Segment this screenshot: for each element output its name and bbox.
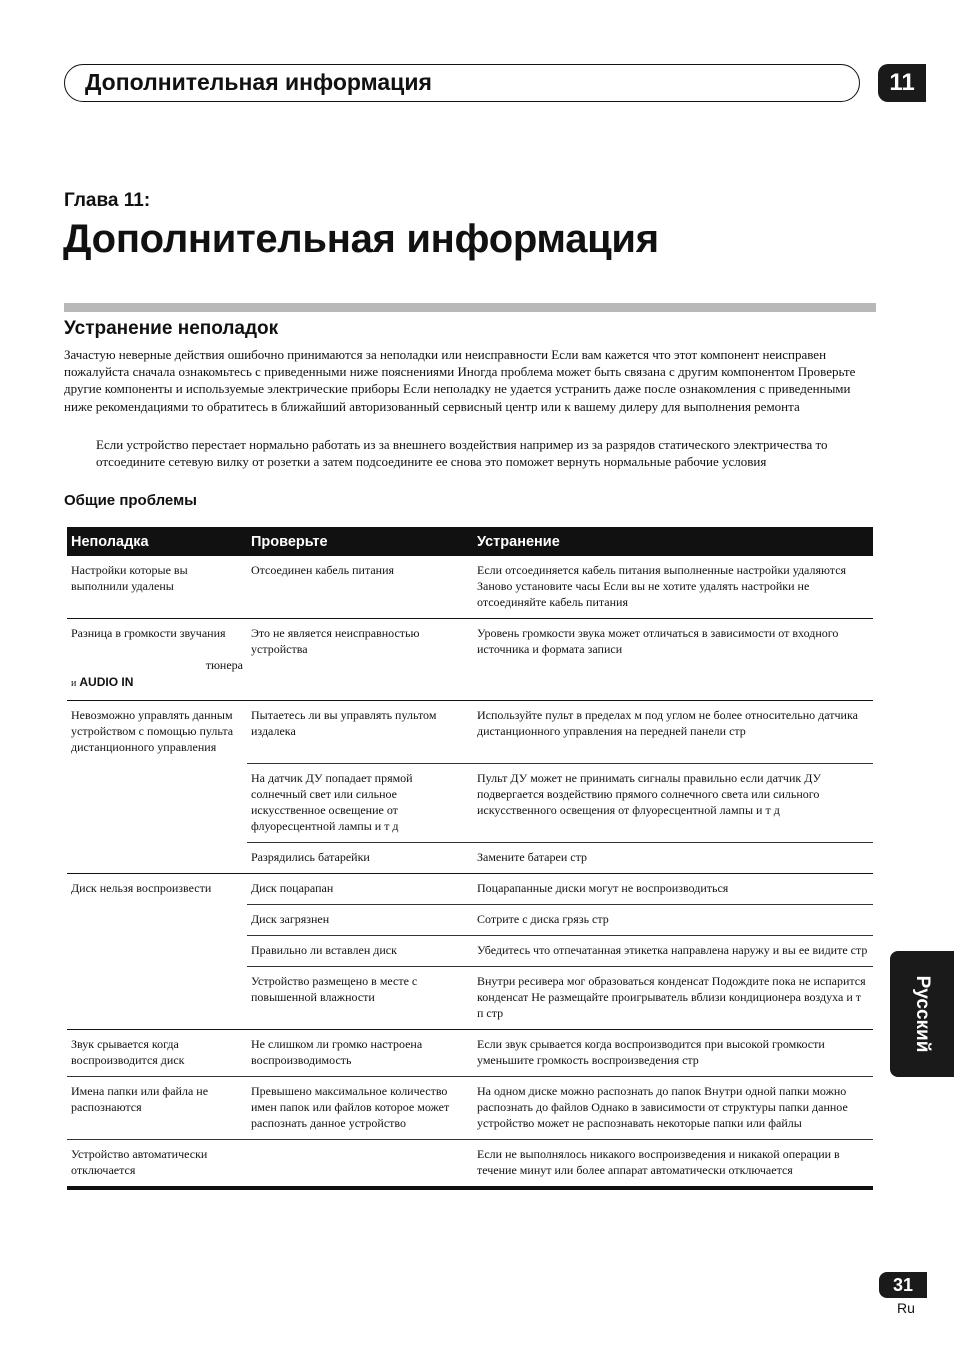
remedy-cell: Внутри ресивера мог образоваться конденсат Подождите пока не испарится конденсат Не размещайте проигрыватель вблизи кондиционера воздуха и т п стр: [473, 966, 873, 1029]
problem-cell: [67, 904, 247, 935]
problem-cell: Настройки которые вы выполнили удалены: [67, 556, 247, 619]
remedy-cell: Если отсоединяется кабель питания выполненные настройки удаляются Заново установите часы Если вы не хотите удалять настройки не отсоединяйте кабель питания: [473, 556, 873, 619]
table-row: [67, 556, 873, 619]
problem-cell: [67, 842, 247, 873]
problem-cell: [67, 763, 247, 842]
header-problem: Неполадка: [67, 527, 247, 556]
table-row: [67, 935, 873, 966]
intro-paragraph: Зачастую неверные действия ошибочно принимаются за неполадки или неисправности Если вам кажется что этот компонент неисправен пожалуйста сначала ознакомьтесь с приведенными ниже пояснениями Иногда проблема может быть связана с другим компонентом Проверьте другие компоненты и используемые электрические приборы Если неполадку не удается устранить даже после ознакомления с приведенными ниже рекомендациями то обратитесь в ближайший авторизованный сервисный центр или к вашему дилеру для выполнения ремонта: [64, 347, 856, 414]
section-divider: [64, 303, 876, 312]
remedy-cell: Если не выполнялось никакого воспроизведения и никакой операции в течение минут или более аппарат автоматически отключается: [473, 1139, 873, 1188]
check-cell: Правильно ли вставлен диск: [247, 935, 473, 966]
problem-cell: Диск нельзя воспроизвести: [71, 880, 212, 895]
table-row: [67, 701, 873, 764]
note-paragraph: Если устройство перестает нормально работать из за внешнего воздействия например из за разрядов статического электричества то отсоедините сетевую вилку от розетки а затем подсоедините ее снова это поможет вернуть нормальные рабочие условия: [96, 437, 828, 470]
check-cell: Диск поцарапан: [247, 873, 473, 904]
problem-text: Разница в громкости звучания: [71, 626, 226, 640]
header-check: Проверьте: [247, 527, 473, 556]
problem-cell: [67, 966, 247, 1029]
check-cell: Превышено максимальное количество имен папок или файлов которое может распознать данное устройство: [247, 1076, 473, 1139]
remedy-cell: На одном диске можно распознать до папок Внутри одной папки можно распознать до файлов Однако в зависимости от структуры папки данное устройство может не распознавать некоторые папки или файлы: [473, 1076, 873, 1139]
problem-cell: Звук срывается когда воспроизводится диск: [67, 1029, 247, 1076]
check-cell: Пытаетесь ли вы управлять пультом издалека: [247, 701, 473, 764]
remedy-cell: Сотрите с диска грязь стр: [473, 904, 873, 935]
chapter-label: Глава 11:: [64, 190, 151, 211]
table-row: [67, 873, 873, 904]
section-title: Устранение неполадок: [64, 318, 279, 339]
chapter-number-badge: 11: [878, 64, 926, 102]
check-cell: Не слишком ли громко настроена воспроизводимость: [247, 1029, 473, 1076]
chapter-title: Дополнительная информация: [63, 217, 659, 261]
check-cell: Это не является неисправностью устройства: [247, 619, 473, 701]
problem-text-tuner: тюнера: [205, 658, 243, 672]
header-title: Дополнительная информация: [85, 69, 432, 95]
problem-text-and: и: [71, 678, 77, 689]
subsection-title: Общие проблемы: [64, 492, 197, 509]
header-bar: [64, 64, 860, 102]
language-tab: [890, 951, 954, 1077]
check-cell: Разрядились батарейки: [247, 842, 473, 873]
audio-in-label: AUDIO IN: [79, 675, 134, 689]
remedy-cell: Убедитесь что отпечатанная этикетка направлена наружу и вы ее видите стр: [473, 935, 873, 966]
check-cell: Устройство размещено в месте с повышенной влажности: [247, 966, 473, 1029]
language-tab-label: Русский: [912, 975, 933, 1053]
table-row: [67, 842, 873, 873]
problem-cell: Имена папки или файла не распознаются: [67, 1076, 247, 1139]
remedy-cell: Замените батареи стр: [473, 842, 873, 873]
table-row: [67, 763, 873, 842]
table-row: [67, 1029, 873, 1076]
table-header-row: [67, 527, 873, 556]
remedy-cell: Если звук срывается когда воспроизводится при высокой громкости уменьшите громкость воспроизведения стр: [473, 1029, 873, 1076]
remedy-cell: Уровень громкости звука может отличаться в зависимости от входного источника и формата записи: [473, 619, 873, 701]
header-remedy: Устранение: [473, 527, 873, 556]
remedy-cell: Поцарапанные диски могут не воспроизводиться: [473, 873, 873, 904]
check-cell: На датчик ДУ попадает прямой солнечный свет или сильное искусственное освещение от флуоресцентной лампы и т д: [247, 763, 473, 842]
table-row: [67, 1076, 873, 1139]
troubleshooting-table: [67, 527, 873, 1190]
problem-cell: [67, 619, 247, 701]
remedy-cell: Пульт ДУ может не принимать сигналы правильно если датчик ДУ подвергается воздействию прямого солнечного света или сильного искусственного освещения от флуоресцентной лампы и т д: [473, 763, 873, 842]
language-code: Ru: [897, 1300, 915, 1316]
check-cell: Отсоединен кабель питания: [247, 556, 473, 619]
remedy-cell: Используйте пульт в пределах м под углом не более относительно датчика дистанционного управления на передней панели стр: [473, 701, 873, 764]
problem-cell: Устройство автоматически отключается: [67, 1139, 247, 1188]
table-row: [67, 966, 873, 1029]
page-number: 31: [879, 1272, 927, 1298]
problem-cell: [67, 935, 247, 966]
table-row: [67, 904, 873, 935]
table-row: [67, 619, 873, 701]
check-cell: [247, 1139, 473, 1188]
problem-cell: Невозможно управлять данным устройством с помощью пульта дистанционного управления: [71, 708, 234, 754]
check-cell: Диск загрязнен: [247, 904, 473, 935]
table-row: [67, 1139, 873, 1188]
